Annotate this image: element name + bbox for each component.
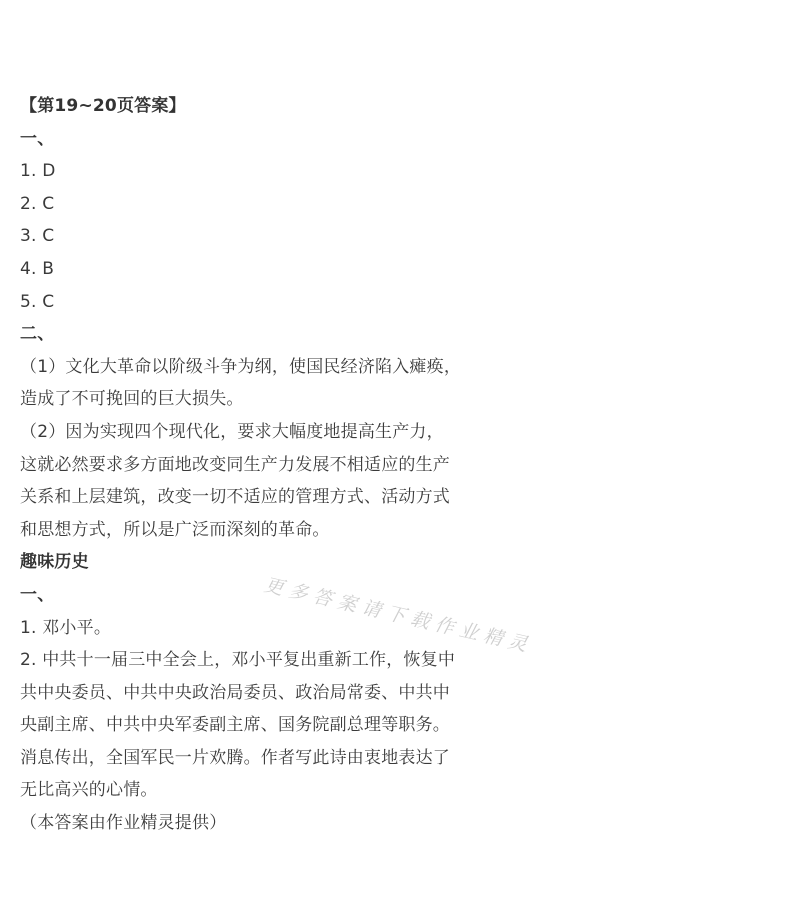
paragraph-line: （2）因为实现四个现代化，要求大幅度地提高生产力， xyxy=(20,421,444,442)
section-two-heading: 二、 xyxy=(20,324,55,345)
answer-item: 1. D xyxy=(20,161,56,182)
page-range-header: 【第19~20页答案】 xyxy=(20,96,186,116)
answer-item: 5. C xyxy=(20,291,55,312)
paragraph-line: 造成了不可挽回的巨大损失。 xyxy=(20,389,244,410)
paragraph-line: 消息传出，全国军民一片欢腾。作者写此诗由衷地表达了 xyxy=(20,747,450,768)
paragraph-line: 2. 中共十一届三中全会上，邓小平复出重新工作，恢复中 xyxy=(20,650,456,671)
fun-history-title: 趣味历史 xyxy=(20,552,89,573)
paragraph-line: 共中央委员、中共中央政治局委员、政治局常委、中共中 xyxy=(20,682,450,703)
answer-document xyxy=(20,90,490,840)
answer-item: 4. B xyxy=(20,258,55,279)
answer-item: 3. C xyxy=(20,226,55,247)
watermark-text: 更多答案请下载作业精灵 xyxy=(262,573,536,658)
paragraph-line: 无比高兴的心情。 xyxy=(20,780,158,801)
paragraph-line: 和思想方式，所以是广泛而深刻的革命。 xyxy=(20,519,330,540)
paragraph-line: 这就必然要求多方面地改变同生产力发展不相适应的生产 xyxy=(20,454,450,475)
paragraph-line: 1. 邓小平。 xyxy=(20,617,112,638)
answer-item: 2. C xyxy=(20,193,55,214)
paragraph-line: 央副主席、中共中央军委副主席、国务院副总理等职务。 xyxy=(20,715,450,736)
footer-note: （本答案由作业精灵提供） xyxy=(20,813,227,834)
fun-history-heading: 一、 xyxy=(20,584,55,605)
section-one-heading: 一、 xyxy=(20,128,55,149)
paragraph-line: 关系和上层建筑，改变一切不适应的管理方式、活动方式 xyxy=(20,487,450,508)
paragraph-line: （1）文化大革命以阶级斗争为纲，使国民经济陷入瘫痪， xyxy=(20,356,462,377)
